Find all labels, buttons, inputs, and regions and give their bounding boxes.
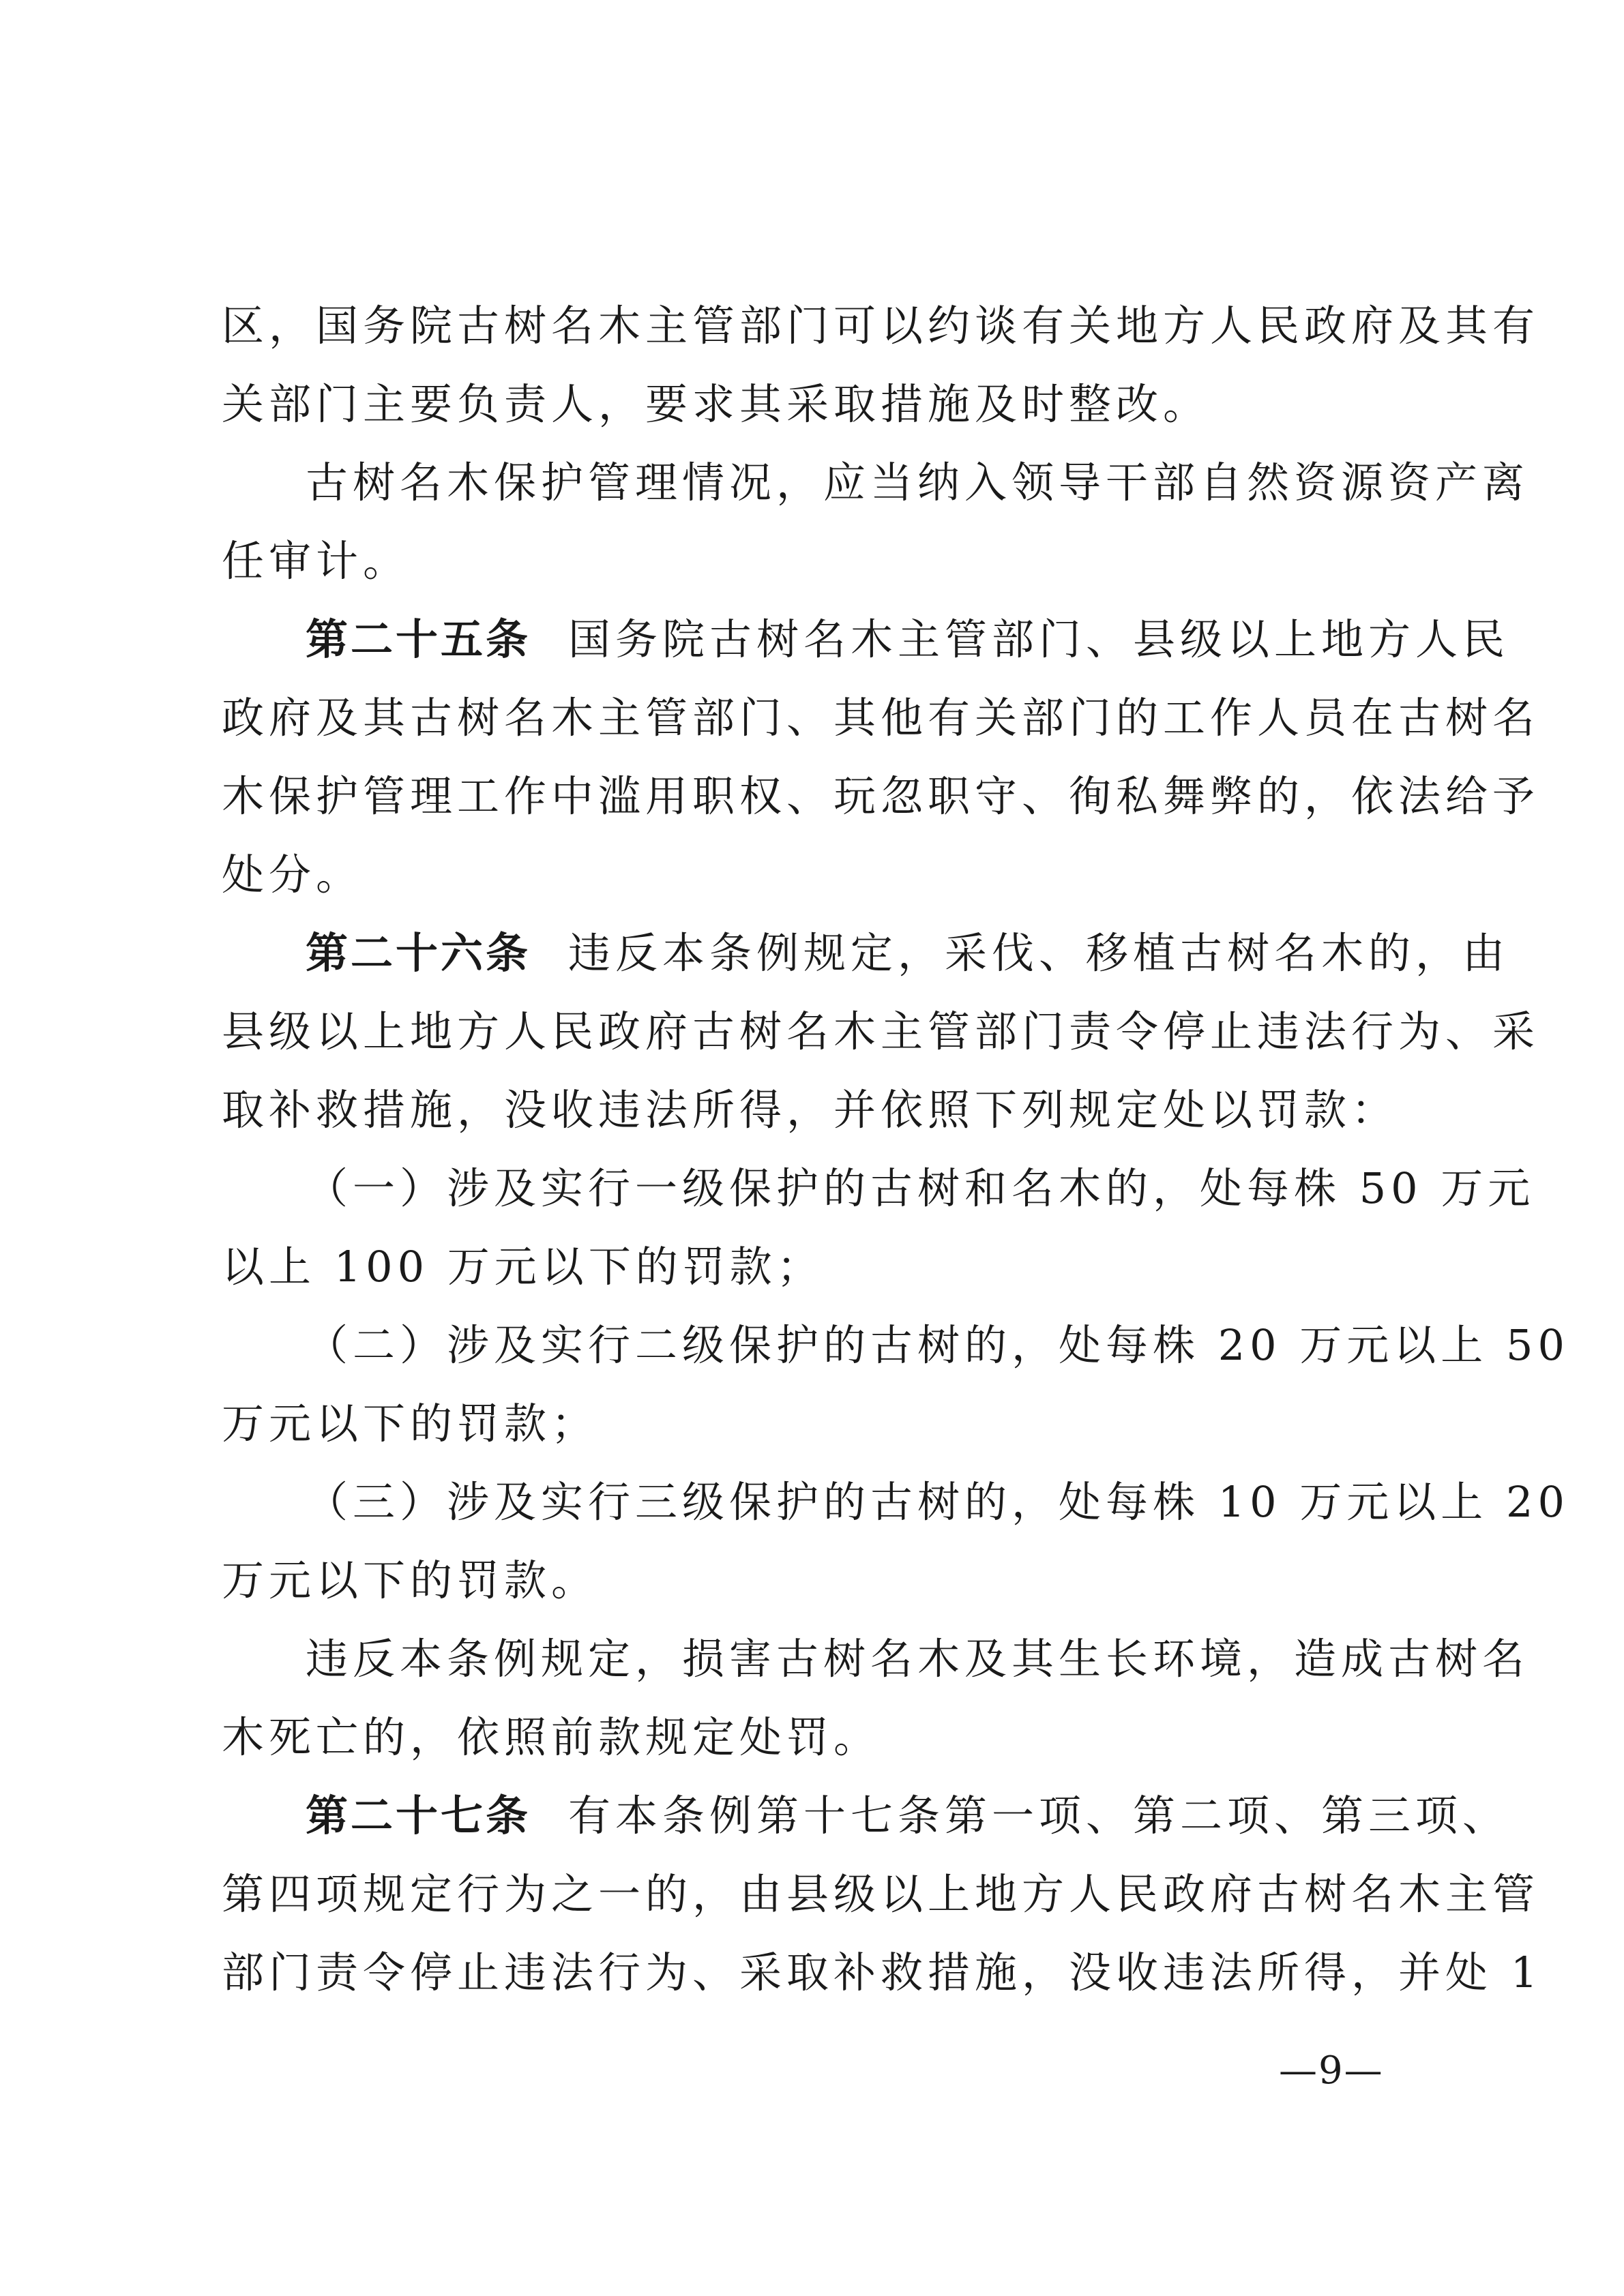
text-line: 木死亡的，依照前款规定处罚。: [222, 1712, 881, 1762]
text-line: 以上 100 万元以下的罚款；: [222, 1242, 824, 1292]
text-line: （三）涉及实行三级保护的古树的，处每株 10 万元以上 20: [306, 1477, 1569, 1527]
article-26-first-line: 第二十六条 违反本条例规定，采伐、移植古树名木的，由: [306, 928, 1510, 978]
article-27-first-line: 第二十七条 有本条例第十七条第一项、第二项、第三项、: [306, 1791, 1510, 1840]
text-line: 古树名木保护管理情况，应当纳入领导干部自然资源资产离: [306, 458, 1530, 507]
text-line: 区，国务院古树名木主管部门可以约谈有关地方人民政府及其有: [222, 301, 1540, 351]
text-line: 处分。: [222, 850, 364, 899]
text-line: 违反本条例规定，损害古树名木及其生长环境，造成古树名: [306, 1634, 1530, 1684]
text-line: （一）涉及实行一级保护的古树和名木的，处每株 50 万元: [306, 1163, 1535, 1213]
text-line: 县级以上地方人民政府古树名木主管部门责令停止违法行为、采: [222, 1007, 1540, 1056]
text-line: 万元以下的罚款。: [222, 1555, 599, 1605]
text-line: 关部门主要负责人，要求其采取措施及时整改。: [222, 379, 1211, 429]
article-25-first-line: 第二十五条 国务院古树名木主管部门、县级以上地方人民: [306, 614, 1510, 664]
text-line: 第四项规定行为之一的，由县级以上地方人民政府古树名木主管: [222, 1869, 1540, 1919]
text-line: 木保护管理工作中滥用职权、玩忽职守、徇私舞弊的，依法给予: [222, 771, 1540, 821]
article-heading: 第二十五条: [306, 614, 531, 664]
text-line: 任审计。: [222, 536, 411, 586]
text-line: 万元以下的罚款；: [222, 1399, 599, 1448]
page-number: —9—: [1279, 2048, 1384, 2093]
text-line: （二）涉及实行二级保护的古树的，处每株 20 万元以上 50: [306, 1320, 1569, 1370]
article-heading: 第二十六条: [306, 928, 531, 978]
article-heading: 第二十七条: [306, 1791, 531, 1840]
text-line: 部门责令停止违法行为、采取补救措施，没收违法所得，并处 1: [222, 1948, 1543, 1997]
text-line: 政府及其古树名木主管部门、其他有关部门的工作人员在古树名: [222, 693, 1540, 743]
text-line: 取补救措施，没收违法所得，并依照下列规定处以罚款：: [222, 1085, 1399, 1135]
